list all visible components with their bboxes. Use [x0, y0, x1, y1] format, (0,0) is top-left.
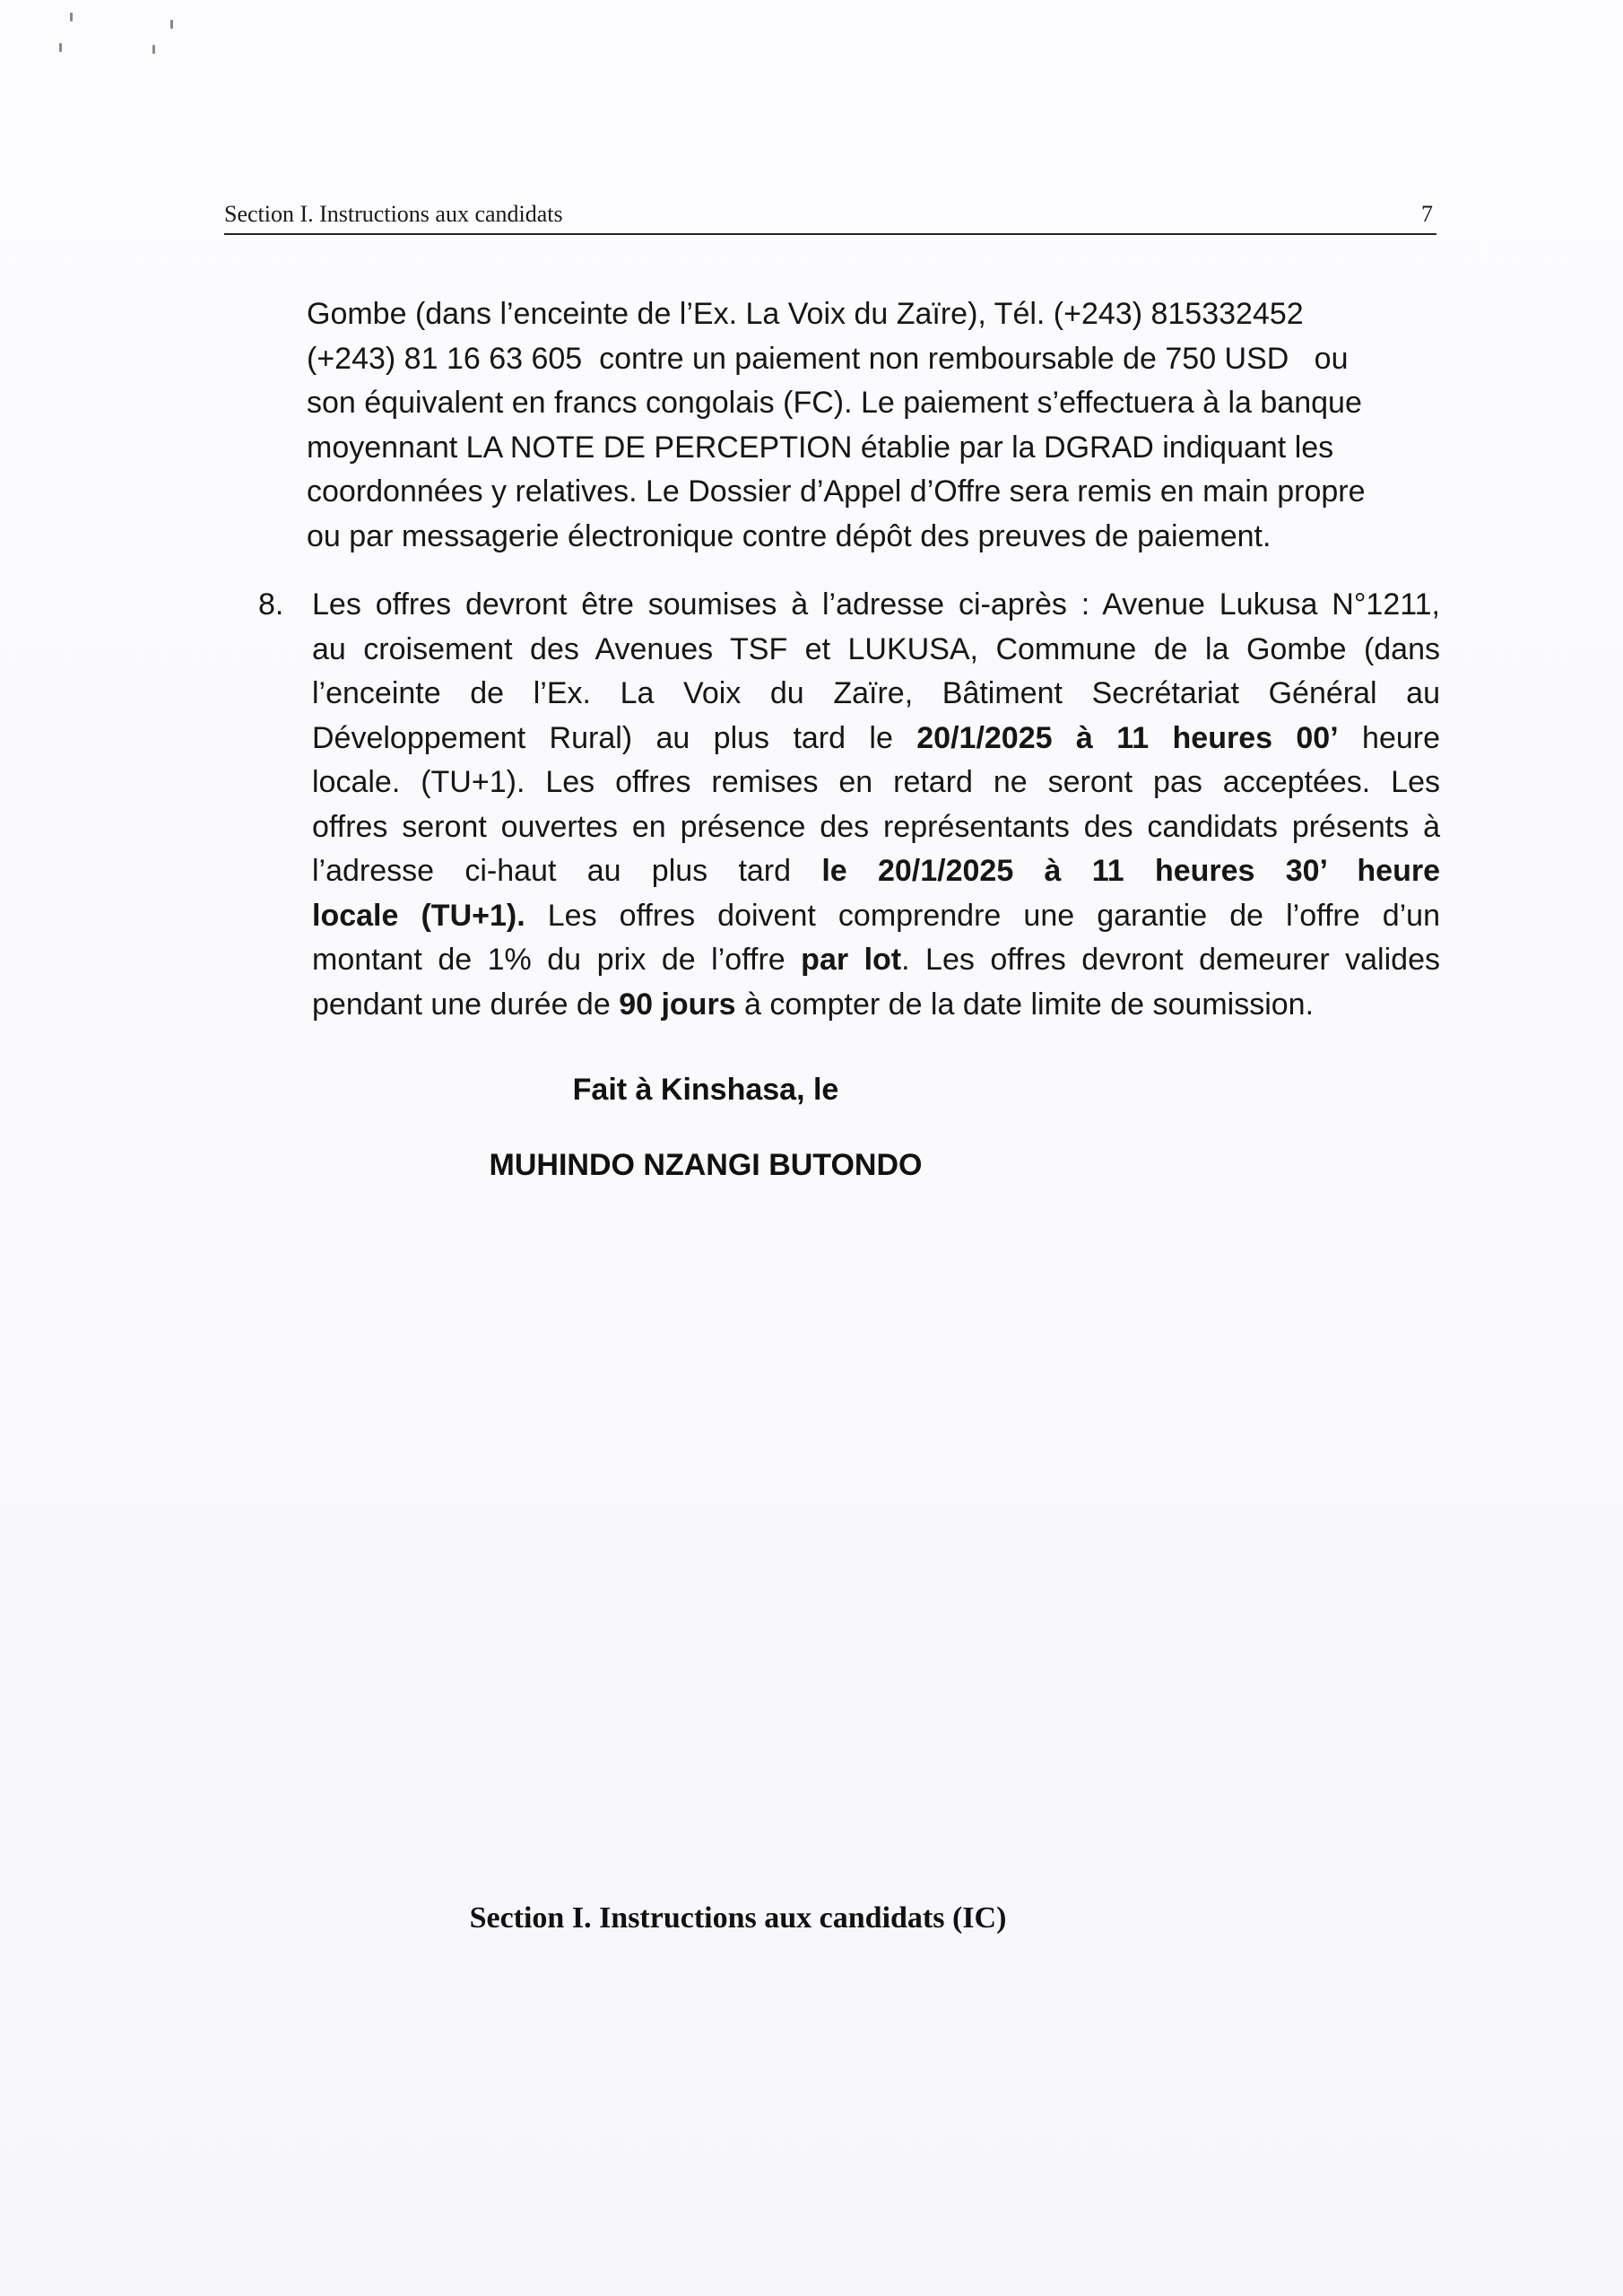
- scan-speck: [59, 43, 62, 52]
- deadline-bold: 20/1/2025 à 11 heures 00’: [916, 720, 1339, 755]
- text-segment: heure: [1338, 720, 1441, 755]
- text-line: offres seront ouvertes en présence des représentants des candidats présents à: [312, 809, 1440, 844]
- text-line: ou par messagerie électronique contre dépôt des preuves de paiement.: [307, 518, 1271, 553]
- scan-speck: [152, 45, 155, 54]
- text-line: Les offres devront être soumises à l’adresse ci-après : Avenue Lukusa N°1211,: [312, 587, 1440, 622]
- text-line: Gombe (dans l’enceinte de l’Ex. La Voix du Zaïre), Tél. (+243) 815332452: [307, 297, 1304, 331]
- page-number: 7: [1421, 201, 1433, 227]
- text-segment: pendant une durée de: [312, 987, 620, 1022]
- section-heading-text: Section I. Instructions aux candidats (IC): [469, 1901, 1007, 1935]
- text-line: locale. (TU+1). Les offres remises en retard ne seront pas acceptées. Les: [312, 765, 1440, 799]
- text-line: au croisement des Avenues TSF et LUKUSA, Commune de la Gombe (dans: [312, 631, 1440, 666]
- signatory-name-text: MUHINDO NZANGI BUTONDO: [489, 1148, 923, 1182]
- text-segment: Les offres doivent comprendre une garantie de l’offre d’un: [525, 898, 1440, 933]
- list-item-content: [312, 583, 1440, 1027]
- signature-place-date-text: Fait à Kinshasa, le: [572, 1073, 839, 1107]
- text-segment: montant de 1% du prix de l’offre: [312, 943, 802, 977]
- section-heading: [0, 1901, 1623, 1935]
- signatory-name: [0, 1148, 1623, 1183]
- header-section-title: Section I. Instructions aux candidats: [224, 201, 563, 227]
- scan-speck: [70, 13, 73, 22]
- text-line: coordonnées y relatives. Le Dossier d’Appel d’Offre sera remis en main propre: [307, 474, 1366, 509]
- signature-place-date: [0, 1073, 1623, 1108]
- text-line: son équivalent en francs congolais (FC). Le paiement s’effectuera à la banque: [307, 386, 1362, 420]
- text-line: [312, 849, 1440, 894]
- text-line: l’enceinte de l’Ex. La Voix du Zaïre, Bâtiment Secrétariat Général au: [312, 676, 1440, 710]
- page-header: [224, 197, 1436, 235]
- text-line: [312, 983, 1440, 1028]
- text-segment: à compter de la date limite de soumission.: [735, 987, 1315, 1022]
- text-line: [312, 938, 1440, 983]
- per-lot-bold: par lot: [801, 943, 902, 977]
- text-segment: Développement Rural) au plus tard le: [312, 720, 917, 755]
- opening-time-bold: locale (TU+1).: [312, 898, 525, 933]
- text-line: [312, 717, 1440, 761]
- text-line: [312, 894, 1440, 939]
- paragraph-continuation: [307, 292, 1445, 559]
- text-line: (+243) 81 16 63 605 contre un paiement non remboursable de 750 USD ou: [307, 341, 1349, 376]
- opening-date-bold: le 20/1/2025 à 11 heures 30’ heure: [821, 854, 1441, 888]
- text-line: moyennant LA NOTE DE PERCEPTION établie par la DGRAD indiquant les: [307, 430, 1334, 465]
- text-segment: . Les offres devront demeurer valides: [901, 943, 1440, 977]
- validity-days-bold: 90 jours: [619, 987, 736, 1022]
- text-segment: l’adresse ci-haut au plus tard: [312, 854, 822, 888]
- scan-speck: [170, 20, 173, 29]
- list-item-number: 8.: [258, 587, 284, 622]
